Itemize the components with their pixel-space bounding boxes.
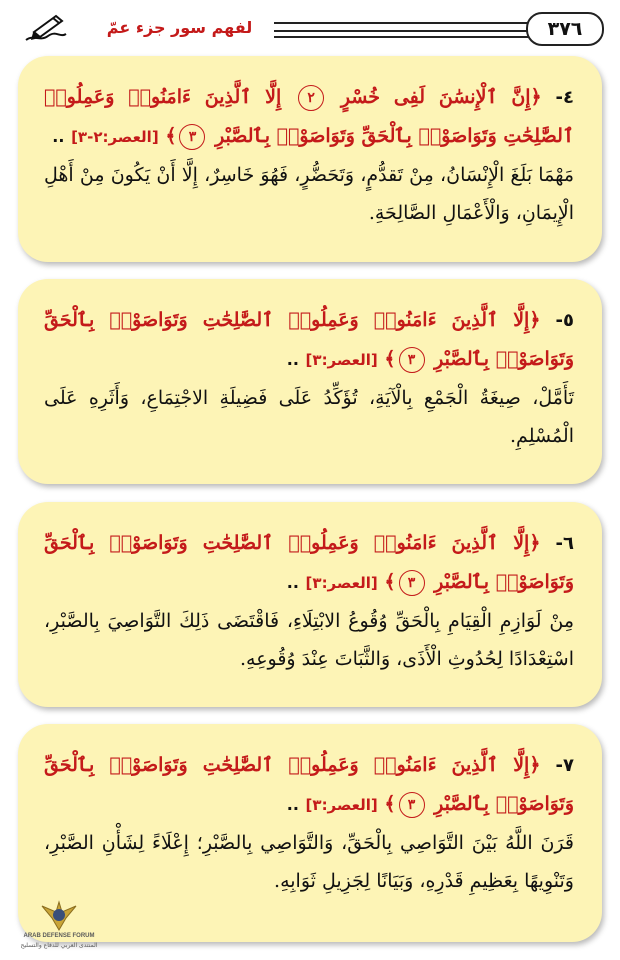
watermark-text: ARAB DEFENSE FORUM (23, 933, 95, 939)
verse-part: ﴿إِلَّا ٱلَّذِينَ ءَامَنُوا۟ وَعَمِلُوا۟ ٱلصَّٰلِحَٰتِ وَتَوَاصَوْا۟ بِٱلْحَقِّ وَتَوَاصَوْا۟ بِٱلصَّبْرِ (44, 309, 574, 370)
item-number: ٥- (555, 310, 574, 331)
page-number: ٣٧٦ (526, 12, 604, 46)
verse-text (44, 746, 574, 824)
item-number: ٦- (555, 533, 574, 554)
verse-part: إِلَّا ٱلَّذِينَ ءَامَنُوا۟ وَعَمِلُوا۟ ٱلصَّٰلِحَٰتِ وَتَوَاصَوْا۟ بِٱلْحَقِّ وَتَوَاصَوْا۟ بِٱلصَّبْرِ (44, 86, 574, 147)
surah-reference: [العصر:٣] (305, 796, 378, 814)
header-rule (274, 30, 536, 32)
verse-close-bracket: ﴾ (384, 348, 396, 370)
verse-part: ﴿إِلَّا ٱلَّذِينَ ءَامَنُوا۟ وَعَمِلُوا۟ ٱلصَّٰلِحَٰتِ وَتَوَاصَوْا۟ بِٱلْحَقِّ وَتَوَاصَوْا۟ بِٱلصَّبْرِ (44, 532, 574, 593)
ayah-number-marker: ٢ (298, 85, 324, 111)
watermark-text: المنتدى العربي للدفاع والتسليح (20, 942, 98, 949)
ayah-number-marker: ٣ (399, 792, 425, 818)
reflection-card (18, 56, 602, 262)
header-rule (274, 36, 536, 38)
watermark-logo (4, 898, 114, 954)
surah-reference: [العصر:٣] (305, 351, 378, 369)
ellipsis: .. (286, 350, 299, 369)
pen-writing-icon (20, 12, 70, 46)
item-number: ٧- (555, 755, 574, 776)
ayah-number-marker: ٣ (399, 347, 425, 373)
verse-close-bracket: ﴾ (165, 125, 177, 147)
ellipsis: .. (286, 573, 299, 592)
verse-text (44, 524, 574, 602)
verse-close-bracket: ﴾ (384, 793, 396, 815)
verse-part: ﴿إِلَّا ٱلَّذِينَ ءَامَنُوا۟ وَعَمِلُوا۟ ٱلصَّٰلِحَٰتِ وَتَوَاصَوْا۟ بِٱلْحَقِّ وَتَوَاصَوْا۟ بِٱلصَّبْرِ (44, 754, 574, 815)
reflection-text: تَأَمَّلْ، صِيغَةُ الْجَمْعِ بِالْآيَةِ، تُؤَكِّدُ عَلَى فَضِيلَةِ الاجْتِمَاعِ، وَأَثَرِهِ عَلَى الْمُسْلِمِ. (44, 387, 574, 447)
verse-close-bracket: ﴾ (384, 571, 396, 593)
header-rule (274, 22, 536, 24)
item-number: ٤- (555, 87, 574, 108)
reflection-card (18, 502, 602, 707)
surah-reference: [العصر:٣] (305, 574, 378, 592)
verse-text (44, 78, 574, 156)
reflection-text: قَرَنَ اللَّهُ بَيْنَ التَّوَاصِي بِالْحَقِّ، وَالتَّوَاصِي بِالصَّبْرِ؛ إِعْلَاءً لِشَأْنِ الصَّبْرِ، وَتَنْوِيهًا بِعَظِيمِ قَدْرِهِ، وَبَيَانًا لِجَزِيلِ ثَوَابِهِ. (44, 832, 574, 892)
reflection-text: مِنْ لَوَازِمِ الْقِيَامِ بِالْحَقِّ وُقُوعُ الابْتِلَاءِ، فَاقْتَضَى ذَلِكَ التَّوَاصِيَ بِالصَّبْرِ، اسْتِعْدَادًا لِحُدُوثِ الْأَذَى، وَالثَّبَاتَ عِنْدَ وُقُوعِهِ. (44, 610, 574, 670)
ayah-number-marker: ٣ (399, 570, 425, 596)
reflection-card (18, 279, 602, 484)
page-header (12, 12, 608, 46)
verse-part: ﴿إِنَّ ٱلْإِنسَٰنَ لَفِى خُسْرٍ (340, 86, 542, 108)
surah-reference: [العصر:٢-٣] (71, 128, 159, 146)
eagle-emblem-icon (40, 898, 78, 932)
book-title: لفهم سور جزء عمّ (106, 18, 253, 37)
ellipsis: .. (52, 127, 65, 146)
reflection-text: مَهْمَا بَلَغَ الْإِنْسَانُ، مِنْ تَقدُّمٍ، وَتَحَضُّرٍ، فَهُوَ خَاسِرٌ، إِلَّا أَنْ يَكُونَ مِنْ أَهْلِ الْإِيمَانِ، وَالْأَعْمَالِ الصَّالِحَةِ. (44, 164, 574, 224)
verse-text (44, 301, 574, 379)
ayah-number-marker: ٣ (179, 124, 205, 150)
ellipsis: .. (286, 795, 299, 814)
